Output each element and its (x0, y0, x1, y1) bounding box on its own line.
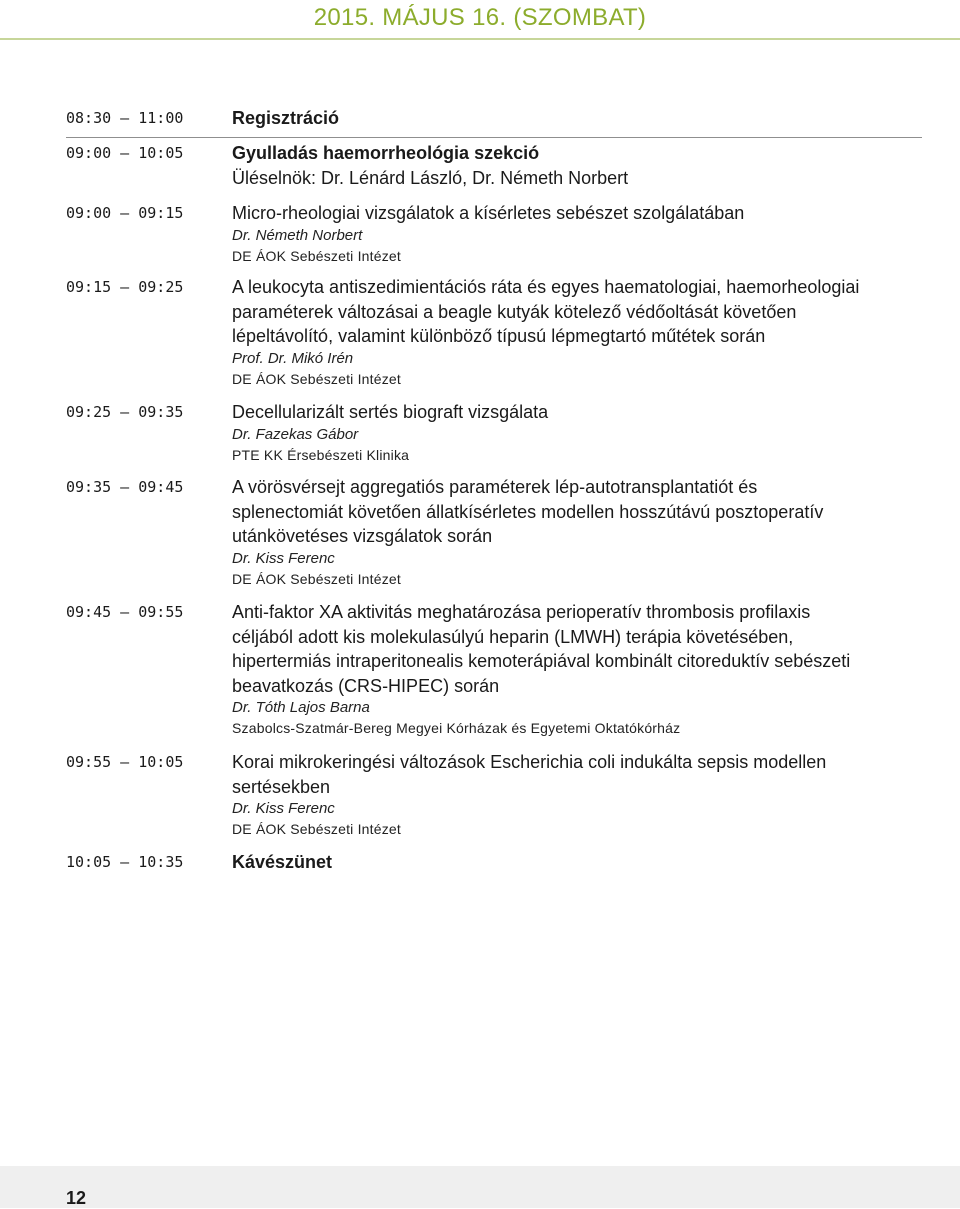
talk-author: Dr. Németh Norbert (232, 226, 363, 244)
time-range: 09:45 – 09:55 (66, 603, 184, 621)
talk-author: Prof. Dr. Mikó Irén (232, 349, 354, 367)
talk-title-line: A vörösvérsejt aggregatiós paraméterek lép-autotransplantatiót és (232, 477, 758, 497)
time-range: 10:05 – 10:35 (66, 853, 184, 871)
talk-content (232, 201, 922, 267)
talk-institution: DE ÁOK Sebészeti Intézet (232, 370, 401, 387)
talk-author: Dr. Kiss Ferenc (232, 549, 335, 567)
talk-institution: DE ÁOK Sebészeti Intézet (232, 247, 401, 264)
talk-title-line: beavatkozás (CRS-HIPEC) során (232, 675, 500, 696)
talk-title-line: Decellularizált sertés biograft vizsgálata (232, 402, 549, 422)
talk-title-line: céljából adott kis molekulasúlyú heparin (LMWH) terápia követésében, (232, 626, 794, 647)
session-chairs: Üléselnök: Dr. Lénárd László, Dr. Németh Norbert (232, 167, 629, 188)
page-footer (0, 1166, 960, 1208)
time-range: 09:25 – 09:35 (66, 403, 184, 421)
talk-title-line: A leukocyta antiszedimientációs ráta és egyes haematologiai, haemorheologiai (232, 277, 860, 297)
page-header (0, 0, 960, 40)
date-heading: 2015. MÁJUS 16. (SZOMBAT) (313, 4, 647, 31)
talk-content (232, 275, 922, 390)
talk-title-line: splenectomiát követően állatkísérletes modellen hosszútávú posztoperatív (232, 501, 824, 522)
talk-content (232, 750, 922, 840)
talk-institution: DE ÁOK Sebészeti Intézet (232, 570, 401, 587)
section-divider (66, 137, 922, 138)
time-range: 09:35 – 09:45 (66, 478, 184, 496)
time-range: 09:00 – 09:15 (66, 204, 184, 222)
talk-title-line: sertésekben (232, 776, 331, 797)
talk-content (232, 400, 922, 466)
talk-title-line: Anti-faktor XA aktivitás meghatározása perioperatív thrombosis profilaxis (232, 602, 811, 622)
session-content (232, 106, 922, 131)
session-content (232, 141, 922, 190)
time-range: 09:00 – 10:05 (66, 144, 184, 162)
page-number: 12 (66, 1188, 87, 1208)
talk-author: Dr. Fazekas Gábor (232, 425, 359, 443)
talk-title-line: utánkövetéses vizsgálatok során (232, 526, 493, 546)
talk-title-line: paraméterek változásai a beagle kutyák kötelező védőoltását követően (232, 301, 797, 322)
section-title: Gyulladás haemorrheológia szekció (232, 143, 540, 163)
session-content (232, 850, 922, 875)
talk-content (232, 600, 922, 739)
session-title: Regisztráció (232, 108, 340, 128)
time-range: 09:55 – 10:05 (66, 753, 184, 771)
talk-title-line: Micro-rheologiai vizsgálatok a kísérletes sebészet szolgálatában (232, 203, 745, 223)
talk-institution: PTE KK Érsebészeti Klinika (232, 446, 410, 463)
talk-author: Dr. Kiss Ferenc (232, 800, 335, 817)
break-title: Kávészünet (232, 852, 333, 872)
talk-content (232, 475, 922, 590)
time-range: 09:15 – 09:25 (66, 278, 184, 296)
talk-title-line: Korai mikrokeringési változások Escherichia coli indukálta sepsis modellen (232, 752, 827, 772)
time-range: 08:30 – 11:00 (66, 109, 184, 127)
talk-institution: DE ÁOK Sebészeti Intézet (232, 821, 401, 837)
talk-title-line: lépeltávolító, valamint különböző típusú lépmegtartó műtétek során (232, 326, 766, 346)
talk-title-line: hipertermiás intraperitonealis kemoterápiával kombinált citoreduktív sebészeti (232, 651, 851, 671)
talk-institution: Szabolcs-Szatmár-Bereg Megyei Kórházak és Egyetemi Oktatókórház (232, 720, 681, 736)
talk-author: Dr. Tóth Lajos Barna (232, 699, 370, 716)
